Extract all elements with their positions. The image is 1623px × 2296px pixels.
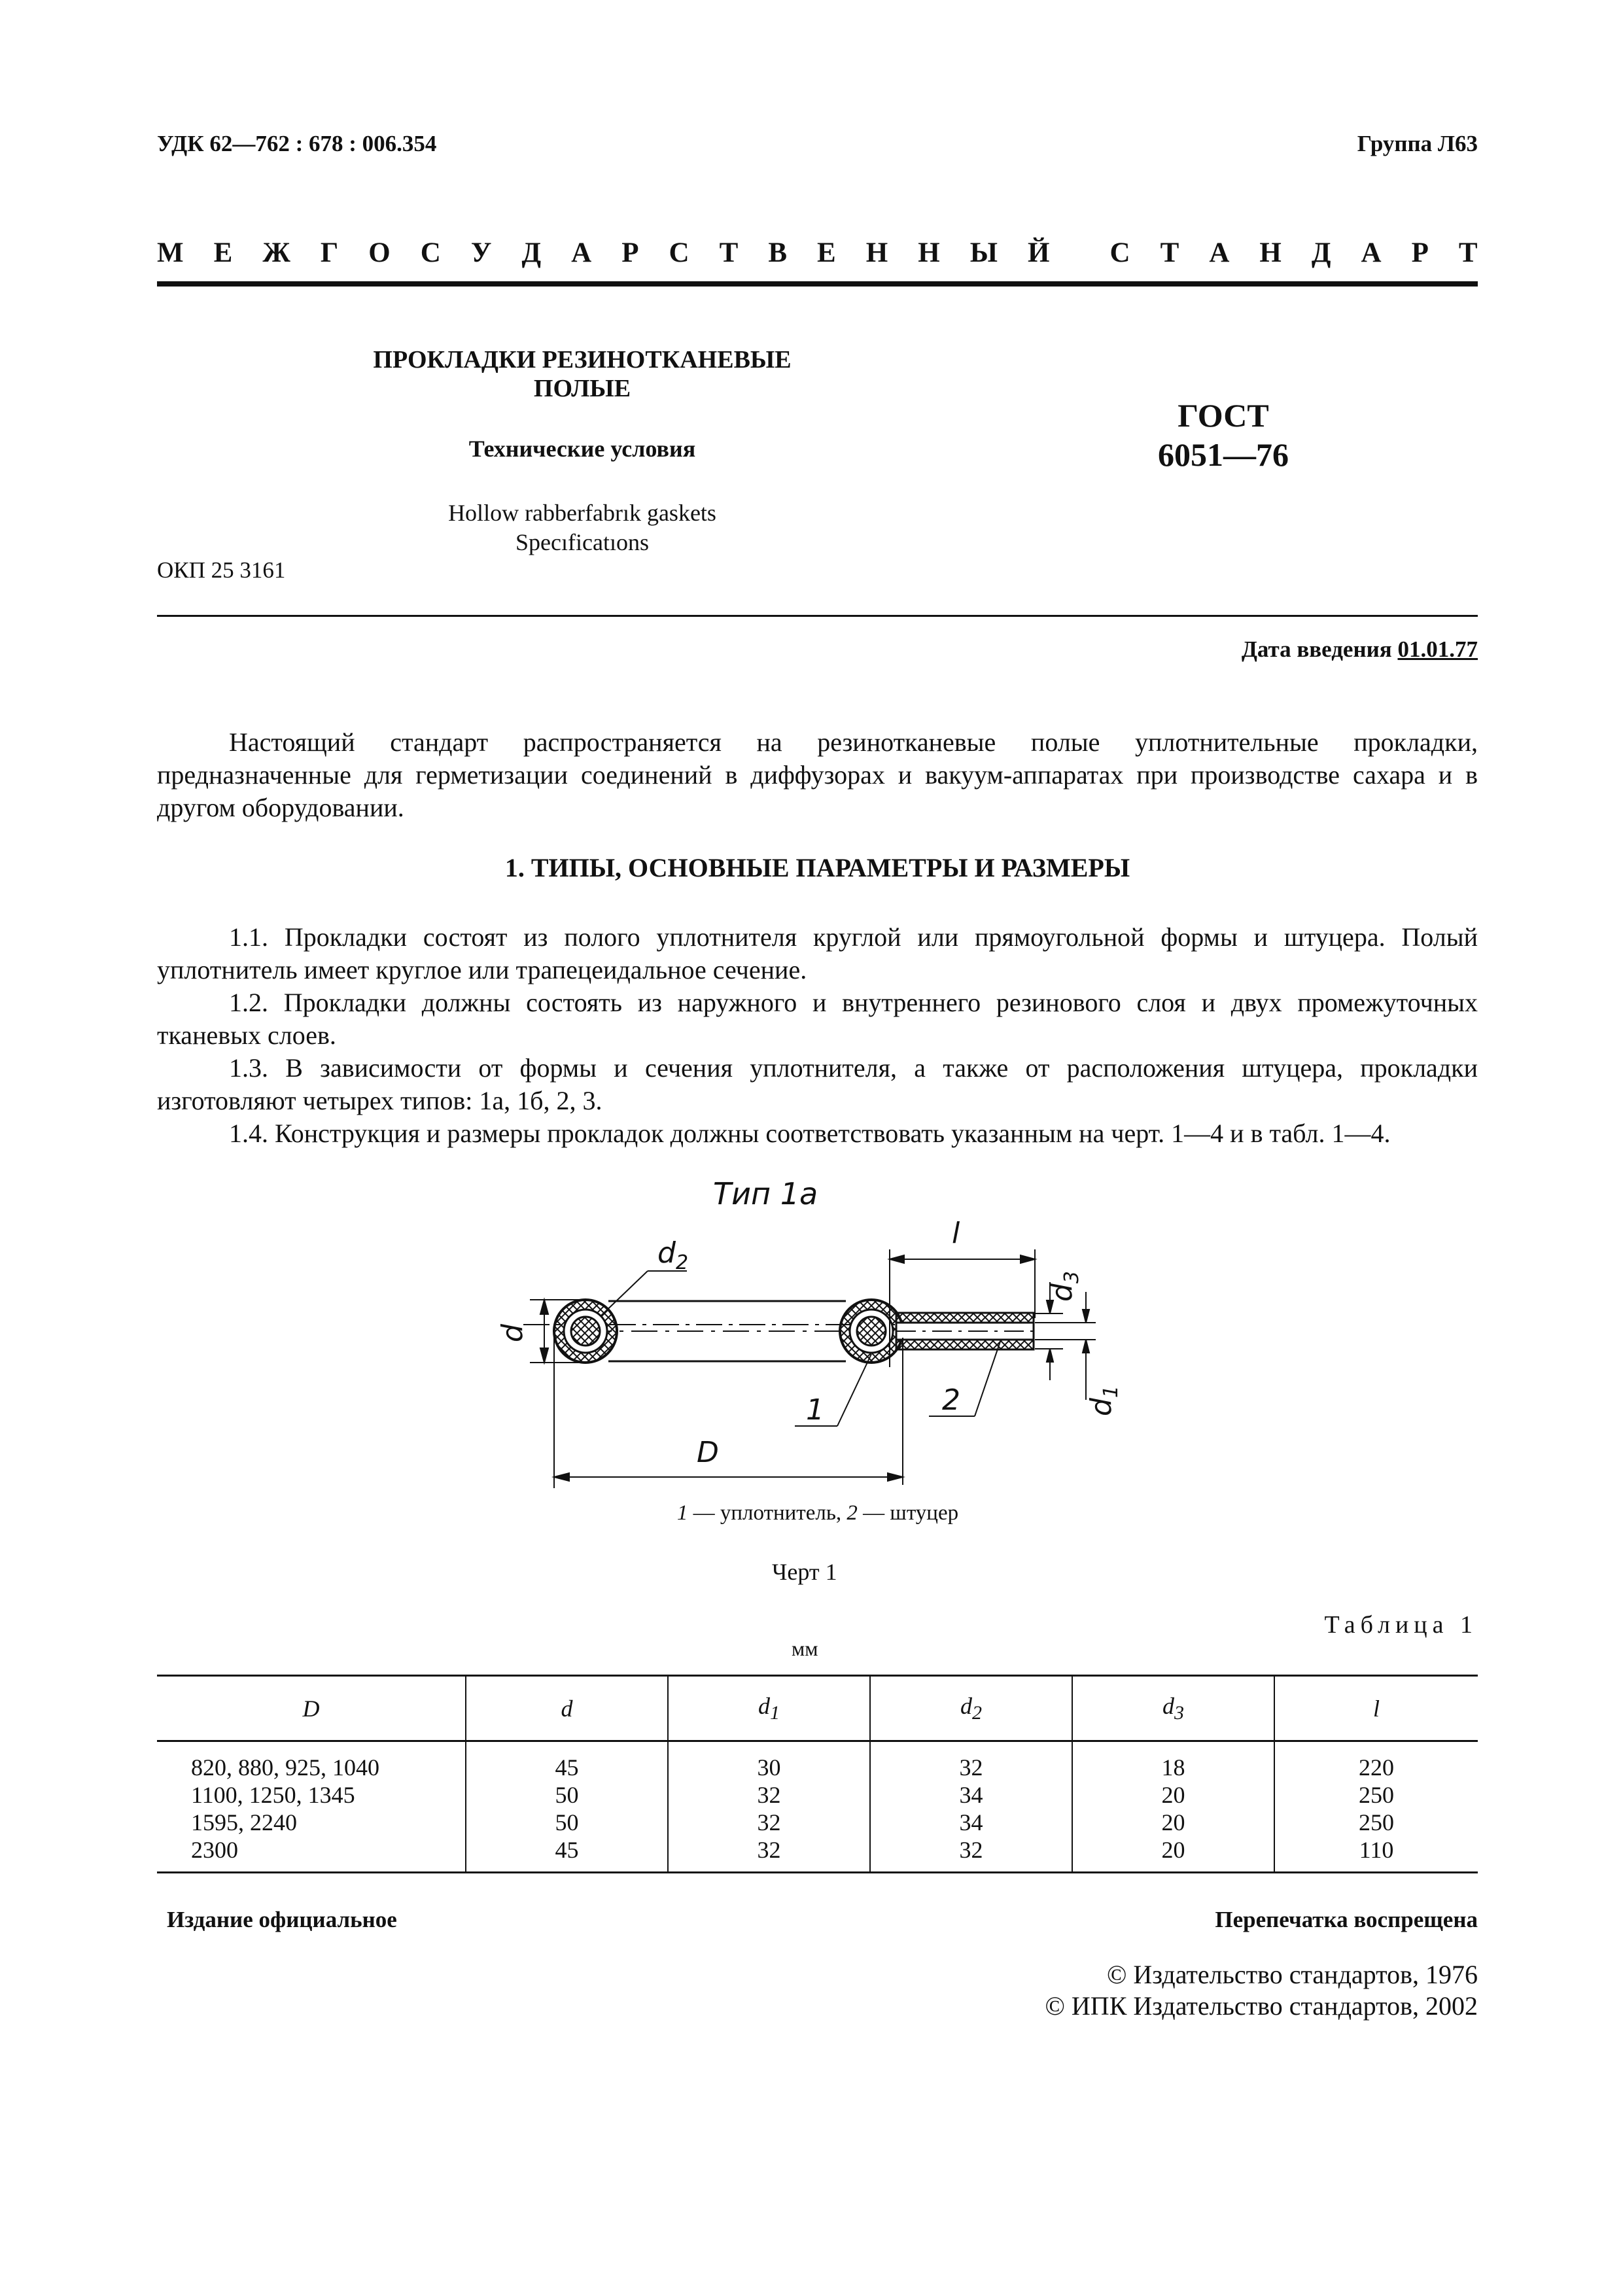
clause-1-1: 1.1. Прокладки состоят из полого уплотнителя круглой или прямоугольной формы и штуцера. Полый уплотнитель имеет круглое или трапецеидальное сечение. — [157, 922, 1478, 984]
table-cell: 1595, 2240 — [157, 1809, 466, 1836]
header-sub: 1 — [770, 1702, 780, 1724]
label-position-1: 1 — [806, 1393, 824, 1427]
effective-date-value: 01.01.77 — [1397, 636, 1478, 662]
clause-1-2: 1.2. Прокладки должны состоять из наружного и внутреннего резинового слоя и двух промежуточных тканевых слоев. — [157, 988, 1478, 1050]
gost-code: 6051—76 — [1158, 436, 1289, 473]
title-rule — [157, 615, 1478, 617]
table-units: мм — [792, 1637, 818, 1660]
table-cell: 110 — [1274, 1836, 1478, 1873]
label-d2-main: d — [657, 1236, 676, 1270]
heading-letter: С — [669, 237, 689, 268]
heading-letter: Т — [1160, 237, 1179, 268]
table-cell: 2300 — [157, 1836, 466, 1873]
legend-number: 2 — [846, 1501, 858, 1525]
table-header — [466, 1676, 668, 1741]
section-heading: 1. ТИПЫ, ОСНОВНЫЕ ПАРАМЕТРЫ И РАЗМЕРЫ — [504, 853, 1130, 882]
heading-letter: Й — [1027, 237, 1050, 268]
gost-number — [1112, 396, 1335, 474]
title-line: ПОЛЫЕ — [533, 375, 631, 402]
heading-letter: С — [420, 237, 441, 268]
heading-letter: А — [1361, 237, 1382, 268]
label-d3-main: d — [1045, 1283, 1079, 1302]
legend-number: 1 — [676, 1501, 688, 1525]
reprint-prohibited-note: Перепечатка воспрещена — [1215, 1907, 1478, 1932]
label-d2 — [657, 1236, 688, 1274]
table-header — [668, 1676, 870, 1741]
clause-1-3: 1.3. В зависимости от формы и сечения уплотнителя, а также от расположения штуцера, прокладки изготовляют четырех типов: 1а, 1б, 2, 3. — [157, 1053, 1478, 1115]
english-title-line: Specıficatıons — [515, 529, 649, 555]
okp-code: ОКП 25 3161 — [157, 557, 286, 583]
header-rule — [157, 281, 1478, 287]
heading-letter: Р — [621, 237, 639, 268]
table-cell: 50 — [466, 1809, 668, 1836]
heading-letter: Н — [865, 237, 888, 268]
label-d3 — [1045, 1271, 1083, 1302]
table-cell: 32 — [668, 1836, 870, 1873]
heading-letter: Т — [719, 237, 739, 268]
heading-letter: Н — [918, 237, 940, 268]
header-main: D — [302, 1695, 320, 1722]
table-cell: 32 — [668, 1781, 870, 1809]
heading-letter: Т — [1458, 237, 1478, 268]
heading-letter: Р — [1411, 237, 1429, 268]
copyright-line: © ИПК Издательство стандартов, 2002 — [1045, 1991, 1478, 2021]
label-d2-sub: 2 — [675, 1251, 689, 1274]
table-row — [157, 1809, 1478, 1836]
label-d: d — [496, 1324, 529, 1342]
table-cell: 18 — [1072, 1741, 1274, 1782]
heading-letter: Е — [213, 237, 233, 268]
table-cell: 1100, 1250, 1345 — [157, 1781, 466, 1809]
table-cell: 250 — [1359, 1809, 1394, 1835]
header-main: d — [758, 1692, 770, 1719]
document-title — [275, 345, 890, 403]
intro-text: Настоящий стандарт распространяется на резинотканевые полые уплотнительные прокладки, предназначенные для герметизации соединений в диффузорах и вакуум-аппаратах при производстве сахара и в другом оборудовании. — [157, 727, 1478, 822]
official-edition-note: Издание официальное — [167, 1907, 397, 1932]
heading-letter: А — [571, 237, 592, 268]
heading-letter: Г — [320, 237, 339, 268]
header-main: d — [1162, 1692, 1174, 1719]
heading-letter: С — [1109, 237, 1130, 268]
intro-paragraph — [157, 726, 1478, 824]
table-row — [157, 1836, 1478, 1873]
heading-letter: Н — [1259, 237, 1282, 268]
table-header — [1274, 1676, 1478, 1741]
label-l: l — [952, 1217, 960, 1250]
header-sub: 3 — [1174, 1702, 1184, 1724]
label-d1-main: d — [1085, 1398, 1118, 1416]
clause-1-4: 1.4. Конструкция и размеры прокладок должны соответствовать указанным на черт. 1—4 и в табл. 1—4. — [229, 1119, 1391, 1148]
table-header — [1072, 1676, 1274, 1741]
heading-letter: Ы — [969, 237, 998, 268]
header-main: d — [960, 1692, 972, 1719]
table-cell: 32 — [870, 1836, 1072, 1873]
copyright-block — [1045, 1959, 1478, 2022]
heading-letter: Е — [817, 237, 836, 268]
table-row — [157, 1741, 1478, 1782]
table-cell: 32 — [668, 1809, 870, 1836]
table-cell: 820, 880, 925, 1040 — [157, 1741, 466, 1782]
table-cell: 45 — [466, 1741, 668, 1782]
drawing-caption: Черт 1 — [772, 1559, 837, 1585]
table-header — [157, 1676, 466, 1741]
heading-letter: Д — [521, 237, 542, 268]
label-d3-sub: 3 — [1060, 1270, 1083, 1284]
label-position-2: 2 — [942, 1383, 960, 1417]
dimensions-table — [157, 1675, 1478, 1873]
standard-type-heading — [157, 237, 1478, 269]
heading-letter: А — [1209, 237, 1230, 268]
table-cell: 20 — [1072, 1836, 1274, 1873]
document-subtitle: Технические условия — [468, 436, 696, 462]
heading-letter: О — [368, 237, 391, 268]
table-cell: 34 — [870, 1809, 1072, 1836]
drawing-legend — [458, 1501, 1178, 1525]
header-main: d — [561, 1695, 573, 1722]
legend-text: — штуцер — [857, 1501, 959, 1525]
heading-letter: В — [768, 237, 787, 268]
header-sub: 2 — [972, 1702, 982, 1724]
header-main: l — [1372, 1695, 1380, 1722]
udc-code: УДК 62—762 : 678 : 006.354 — [157, 131, 437, 156]
table-cell: 20 — [1072, 1781, 1274, 1809]
label-d1-sub: 1 — [1100, 1385, 1123, 1399]
english-title-line: Hollow rabberfabrık gaskets — [448, 500, 716, 526]
heading-letter: М — [157, 237, 184, 268]
table-header-row — [157, 1676, 1478, 1741]
table-cell: 32 — [870, 1741, 1072, 1782]
table-cell: 34 — [870, 1781, 1072, 1809]
drawing-type-label: Тип 1а — [713, 1176, 818, 1211]
effective-date — [1242, 636, 1478, 663]
table-row — [157, 1781, 1478, 1809]
heading-letter: Ж — [262, 237, 290, 268]
table-cell: 250 — [1359, 1782, 1394, 1808]
fitting — [896, 1313, 1034, 1349]
table-cell: 50 — [466, 1781, 668, 1809]
table-cell: 220 — [1359, 1754, 1394, 1781]
seal-ring-right — [840, 1300, 903, 1363]
table-cell: 45 — [466, 1836, 668, 1873]
effective-date-label: Дата введения — [1241, 636, 1398, 662]
legend-text: — уплотнитель, — [688, 1501, 847, 1525]
label-d1 — [1085, 1385, 1123, 1416]
gost-label: ГОСТ — [1178, 397, 1269, 434]
table-label: Таблица 1 — [1324, 1611, 1478, 1639]
english-title — [275, 498, 890, 557]
section-body — [157, 921, 1478, 1150]
heading-letter: Д — [1311, 237, 1331, 268]
heading-letter: У — [470, 237, 492, 268]
table-header — [870, 1676, 1072, 1741]
title-line: ПРОКЛАДКИ РЕЗИНОТКАНЕВЫЕ — [373, 346, 792, 374]
table-cell: 30 — [668, 1741, 870, 1782]
table-cell: 20 — [1072, 1809, 1274, 1836]
label-D: D — [697, 1436, 719, 1469]
copyright-line: © Издательство стандартов, 1976 — [1106, 1960, 1478, 1989]
gasket-drawing — [471, 1204, 1178, 1491]
group-code: Группа Л63 — [1357, 131, 1478, 156]
